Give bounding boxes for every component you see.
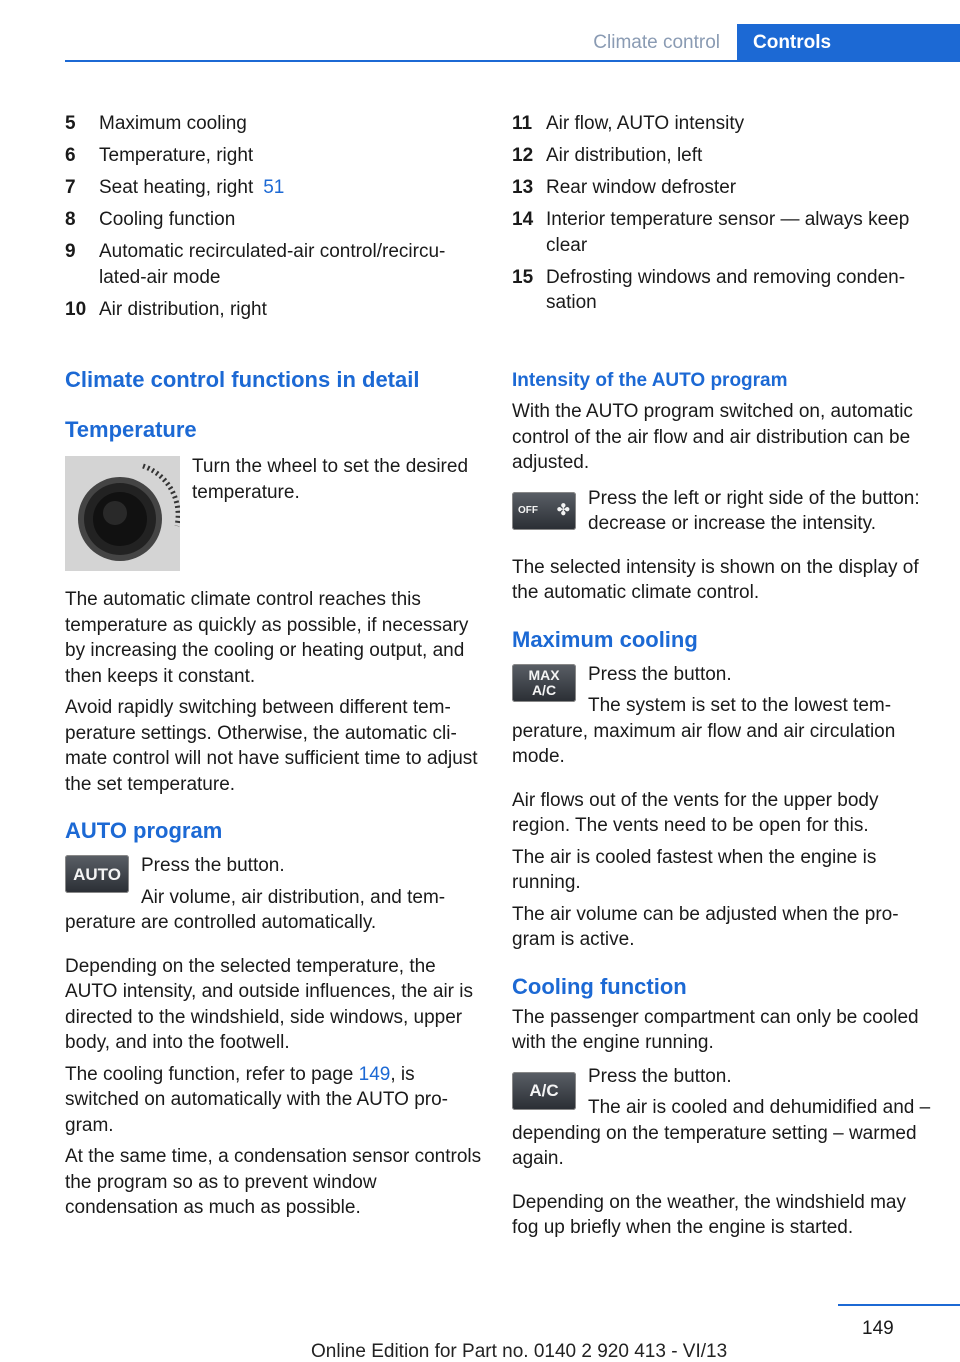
list-item [512,175,932,201]
page-ref-link[interactable]: 149 [358,1063,391,1085]
fan-icon: ✤ [556,502,570,519]
list-item [65,175,485,201]
max-cooling-heading: Maximum cooling [512,626,698,652]
footer-rule [838,1304,960,1306]
auto-text-4 [65,1062,485,1139]
list-item [65,143,485,169]
max-cooling-text-1: Press the button. [588,663,732,685]
cooling-function-heading: Cooling function [512,973,687,999]
temperature-text-1: Turn the wheel to set the desired temperature. [192,456,469,503]
item-text: Defrosting windows and removing condensation [546,266,906,313]
cooling-text-3: The air is cooled and dehumidified and – depending on the temperature setting – warmed again. [512,1097,931,1169]
cooling-text-1: The passenger compartment can only be cooled with the engine running. [512,1006,919,1053]
list-item [512,207,932,258]
page-ref-link[interactable]: 51 [263,177,285,198]
temperature-wheel-icon [65,456,180,571]
item-number: 9 [65,241,76,262]
auto-text-4-pre: The cooling function, refer to page [65,1063,359,1085]
auto-text-2: Air volume, air distribution, and temperature are controlled automatically. [65,886,446,933]
intensity-text-2: Press the left or right side of the button: decrease or increase the intensity. [588,487,920,534]
item-text: Air distribution, left [546,145,703,166]
page-header [0,0,960,62]
auto-text-3: Depending on the selected temperature, the AUTO intensity, and outside influences, the air is directed to the windshield, side windows, upper body, and into the footwell. [65,955,474,1053]
item-text: Cooling function [99,209,236,230]
max-label: MAX [528,666,560,683]
item-number: 11 [512,113,533,134]
item-text: Automatic recirculated-air control/recirculated-air mode [99,241,446,288]
max-cooling-text-2: The system is set to the lowest temperature, maximum air flow and air circulation mode. [512,695,896,767]
list-item [65,239,485,290]
item-number: 15 [512,266,534,288]
max-ac-button-icon [512,664,576,702]
item-text: Interior temperature sensor — always keep clear [546,209,910,256]
intensity-heading: Intensity of the AUTO program [512,370,788,391]
item-number: 14 [512,209,534,230]
auto-text-4-post: , is switched on automatically with the AUTO program. [65,1063,448,1136]
item-number: 5 [65,113,76,134]
item-text: Maximum cooling [99,113,247,134]
item-number: 7 [65,177,76,198]
temperature-text-2: The automatic climate control reaches this temperature as quickly as possible, if necessary by increasing the cooling or heating output, and then keeps it constant. [65,589,469,687]
max-cooling-text-3: Air flows out of the vents for the upper body region. The vents need to be open for this. [512,789,879,836]
right-column [512,368,932,1247]
item-text: Air distribution, right [99,298,267,320]
item-text [99,175,485,201]
section-title: Climate control functions in detail [65,367,420,392]
edition-footer: Online Edition for Part no. 0140 2 920 413 - VI/13 [311,1341,728,1362]
legend-list-right [512,111,932,322]
item-number: 10 [65,298,87,320]
item-text: Rear window defroster [546,177,737,198]
auto-text-5: At the same time, a condensation sensor controls the program so as to prevent window condensation as much as possible. [65,1146,482,1218]
list-item [65,207,485,233]
list-item [512,111,932,137]
list-item [65,111,485,137]
auto-program-heading: AUTO program [65,818,223,843]
auto-text-1: Press the button. [141,855,285,876]
item-number: 8 [65,209,76,230]
auto-button-icon: AUTO [65,855,129,893]
list-item [65,297,485,323]
list-item [512,143,932,169]
legend-list-left [65,111,485,329]
item-number: 12 [512,145,534,166]
item-text: Temperature, right [99,145,254,166]
cooling-text-4: Depending on the weather, the windshield may fog up briefly when the engine is started. [512,1191,906,1238]
chapter-title: Climate control [593,32,720,53]
section-tab-label: Controls [753,32,832,53]
ac-button-icon: A/C [512,1072,576,1110]
header-rule [65,60,960,62]
list-item [512,265,932,316]
off-label: OFF [518,505,538,516]
ac-label: A/C [531,681,557,698]
intensity-button-icon [512,492,576,530]
intensity-text-3: The selected intensity is shown on the display of the automatic climate control. [512,556,919,603]
item-text: Air flow, AUTO intensity [546,113,745,134]
item-text-main: Seat heating, right [99,177,254,198]
temperature-heading: Temperature [65,417,197,442]
section-tab [737,24,960,62]
cooling-text-2: Press the button. [588,1065,732,1087]
temperature-text-3: Avoid rapidly switching between different temperature settings. Otherwise, the automatic climate control will not have sufficient time to adjust the set temperature. [65,697,478,795]
item-number: 13 [512,177,534,198]
max-cooling-text-5: The air volume can be adjusted when the program is active. [512,903,899,950]
item-number: 6 [65,145,76,166]
max-cooling-text-4: The air is cooled fastest when the engine is running. [512,846,877,893]
left-column [65,366,485,1227]
intensity-text-1: With the AUTO program switched on, automatic control of the air flow and air distribution can be adjusted. [512,401,913,473]
page-number: 149 [862,1318,894,1339]
